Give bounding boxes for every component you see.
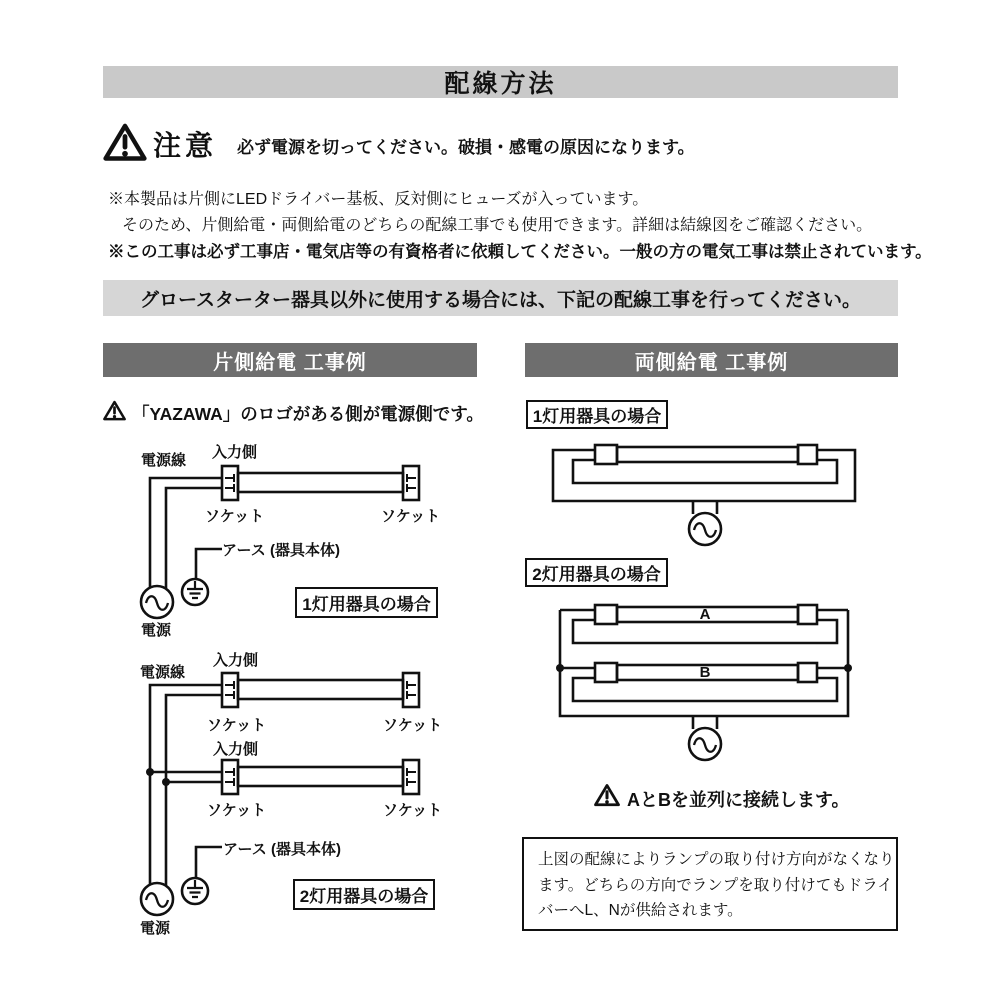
- note-line-3: ※この工事は必ず工事店・電気店等の有資格者に依頼してください。一般の方の電気工事は禁止されています。: [108, 243, 932, 261]
- caution-label: 注意: [153, 130, 218, 161]
- label-earth: アース (器具本体): [222, 542, 340, 559]
- ac-source-icon: [141, 883, 173, 915]
- note-line-2: そのため、片側給電・両側給電のどちらの配線工事でも使用できます。詳細は結線図をご確認ください。: [122, 217, 873, 234]
- note-line-1: ※本製品は片側にLEDドライバー基板、反対側にヒューズが入っています。: [108, 191, 649, 208]
- label-socket: ソケット: [381, 508, 441, 525]
- earth-ground-icon: [182, 878, 208, 904]
- label-power: 電源: [140, 920, 171, 937]
- section-header-single-feed: 片側給電 工事例: [103, 343, 477, 377]
- info-line-1: 上図の配線によりランプの取り付け方向がなくなり: [538, 851, 895, 868]
- label-socket: ソケット: [383, 717, 443, 734]
- instruction-bar: グロースターター器具以外に使用する場合には、下記の配線工事を行ってください。: [103, 280, 898, 316]
- label-socket: ソケット: [383, 802, 443, 819]
- label-power-line: 電源線: [141, 452, 187, 469]
- double-feed-2-lamp-diagram: [540, 598, 910, 765]
- label-socket: ソケット: [205, 508, 265, 525]
- warning-triangle-icon: [103, 400, 126, 421]
- label-earth: アース (器具本体): [223, 841, 341, 858]
- ac-source-icon: [689, 513, 721, 545]
- double-feed-1-lamp-diagram: [540, 435, 910, 550]
- case-label-2-lamp: 2灯用器具の場合: [525, 558, 668, 587]
- label-input-side: 入力側: [212, 444, 258, 461]
- warning-triangle-icon: [594, 783, 620, 807]
- label-power: 電源: [141, 622, 172, 639]
- case-label-1-lamp: 1灯用器具の場合: [295, 587, 438, 618]
- label-socket: ソケット: [207, 802, 267, 819]
- tube-b-label: B: [699, 664, 711, 681]
- ac-source-icon: [141, 586, 173, 618]
- case-label-2-lamp: 2灯用器具の場合: [293, 879, 435, 910]
- label-power-line: 電源線: [140, 664, 186, 681]
- warning-triangle-icon: [103, 122, 147, 162]
- section-header-double-feed: 両側給電 工事例: [525, 343, 898, 377]
- info-box: [522, 837, 898, 931]
- parallel-connection-note: AとBを並列に接続します。: [627, 790, 850, 810]
- label-input-side: 入力側: [213, 652, 259, 669]
- label-socket: ソケット: [207, 717, 267, 734]
- info-line-3: バーへL、Nが供給されます。: [538, 902, 743, 919]
- label-input-side: 入力側: [213, 741, 259, 758]
- tube-a-label: A: [699, 606, 711, 623]
- ac-source-icon: [689, 728, 721, 760]
- case-label-1-lamp: 1灯用器具の場合: [526, 400, 668, 429]
- caution-text: 必ず電源を切ってください。破損・感電の原因になります。: [237, 138, 695, 157]
- info-line-2: ます。どちらの方向でランプを取り付けてもドライ: [538, 876, 893, 894]
- earth-ground-icon: [182, 579, 208, 605]
- yazawa-note: 「YAZAWA」のロゴがある側が電源側です。: [132, 404, 484, 424]
- page-title: 配線方法: [103, 66, 898, 98]
